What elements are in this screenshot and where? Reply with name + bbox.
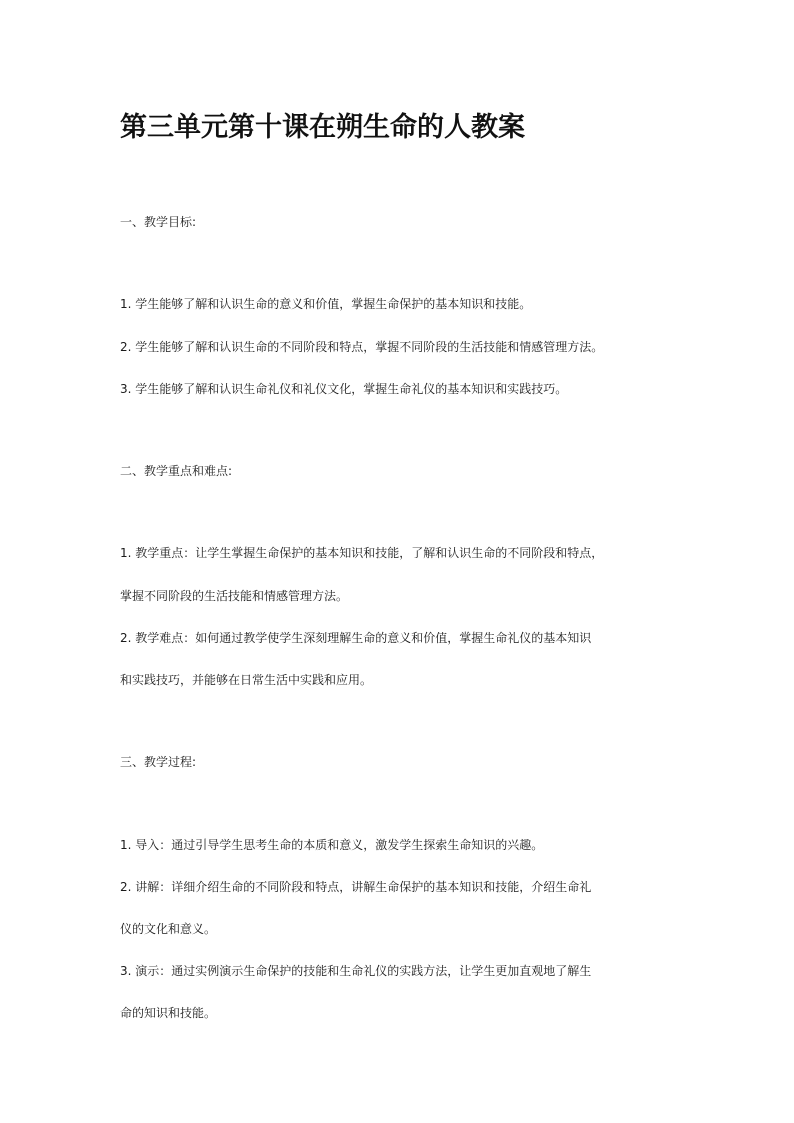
objective-item-2: 2. 学生能够了解和认识生命的不同阶段和特点，掌握不同阶段的生活技能和情感管理方法。 [120,340,604,354]
process-item-lecture-1: 2. 讲解：详细介绍生命的不同阶段和特点，讲解生命保护的基本知识和技能，介绍生命礼 [120,880,592,894]
objective-item-1: 1. 学生能够了解和认识生命的意义和价值，掌握生命保护的基本知识和技能。 [120,297,532,311]
process-item-lecture-2: 仪的文化和意义。 [120,922,217,936]
section-heading-key-points: 二、教学重点和难点: [120,464,233,478]
section-heading-process: 三、教学过程: [120,755,197,769]
process-item-demo-1: 3. 演示：通过实例演示生命保护的技能和生命礼仪的实践方法，让学生更加直观地了解生 [120,964,592,978]
difficulty-line-2: 和实践技巧，并能够在日常生活中实践和应用。 [120,673,373,687]
process-item-intro: 1. 导入：通过引导学生思考生命的本质和意义，激发学生探索生命知识的兴趣。 [120,838,544,852]
difficulty-line-1: 2. 教学难点：如何通过教学使学生深刻理解生命的意义和价值，掌握生命礼仪的基本知识 [120,631,592,645]
section-heading-objectives: 一、教学目标: [120,215,197,229]
key-point-line-2: 掌握不同阶段的生活技能和情感管理方法。 [120,589,349,603]
key-point-line-1: 1. 教学重点：让学生掌握生命保护的基本知识和技能，了解和认识生命的不同阶段和特点， [120,546,604,560]
document-title: 第三单元第十课在朔生命的人教案 [120,112,525,143]
process-item-demo-2: 命的知识和技能。 [120,1006,217,1020]
objective-item-3: 3. 学生能够了解和认识生命礼仪和礼仪文化，掌握生命礼仪的基本知识和实践技巧。 [120,382,568,396]
